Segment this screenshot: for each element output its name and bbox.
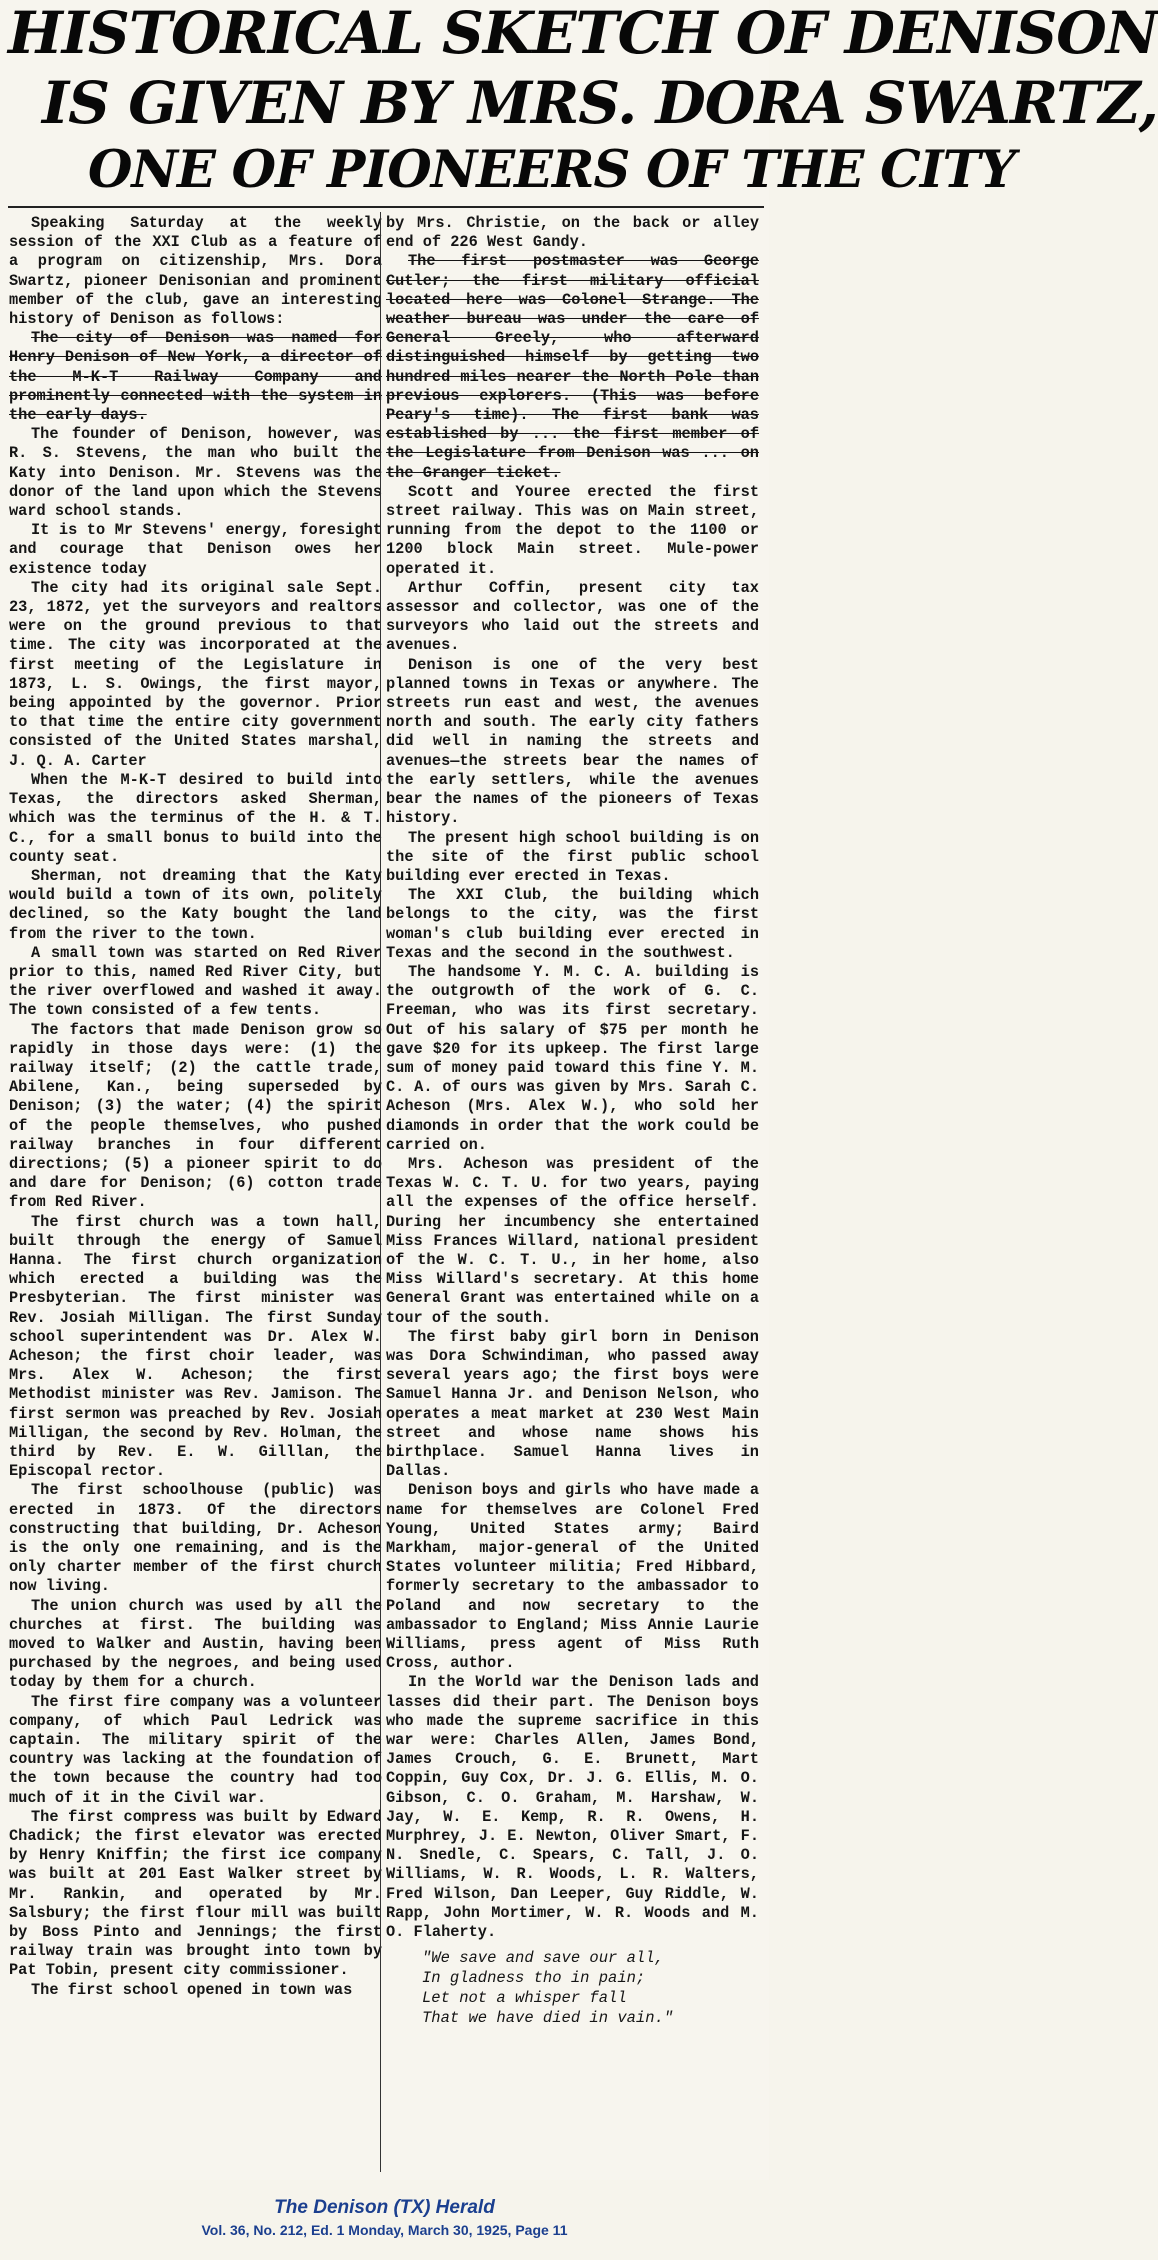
source-caption xyxy=(0,2196,769,2240)
paragraph: Denison boys and girls who have made a name for themselves are Colonel Fred Young, United States army; Baird Markham, major-general of the United States volunteer militia; Fred Hibbard, formerly secretary to the ambassador to Poland and now secretary to the ambassador to England; Miss Annie Laurie Williams, press agent of Miss Ruth Cross, author. xyxy=(386,1481,759,1673)
poem xyxy=(422,1948,759,2028)
poem-line: Let not a whisper fall xyxy=(422,1989,627,2008)
paragraph: The first baby girl born in Denison was Dora Schwindiman, who passed away several years ago; the first boys were Samuel Hanna Jr. and Denison Nelson, who operates a meat market at 230 West Main street and whose name shows his birthplace. Samuel Hanna lives in Dallas. xyxy=(386,1327,759,1481)
paragraph: The first church was a town hall, built through the energy of Samuel Hanna. The first church organization which erected a building was the Presbyterian. The first minister was Rev. Josiah Milligan. The first Sunday school superintendent was Dr. Alex W. Acheson; the first choir leader, was Mrs. Alex W. Acheson; the first Methodist minister was Rev. Jamison. The first sermon was preached by Rev. Josiah Milligan, the second by Rev. Holman, the third by Rev. E. W. Gilllan, the Episcopal rector. xyxy=(9,1212,382,1481)
paragraph: The founder of Denison, however, was R. S. Stevens, the man who built the Katy into Denison. Mr. Stevens was the donor of the land upon which the Stevens ward school stands. xyxy=(9,425,382,521)
paragraph: The factors that made Denison grow so rapidly in those days were: (1) the railway itself; (2) the cattle trade, Abilene, Kan., being superseded by Denison; (3) the water; (4) the spirit of the people themselves, who pushed railway branches in four different directions; (5) a pioneer spirit to do and dare for Denison; (6) cotton trade from Red River. xyxy=(9,1020,382,1212)
poem-line: In gladness tho in pain; xyxy=(422,1969,646,1988)
paragraph: The city of Denison was named for Henry Denison of New York, a director of the M-K-T Railway Company and prominently connected with the system in the early days. xyxy=(9,329,382,425)
paragraph: The first postmaster was George Cutler; the first military official located here was Colonel Strange. The weather bureau was under the care of General Greely, who afterward distinguished himself by getting two hundred miles nearer the North Pole than previous explorers. (This was before Peary's time). The first bank was established by ... the first member of the Legislature from Denison was ... on the Granger ticket. xyxy=(386,252,759,482)
paragraph: Scott and Youree erected the first street railway. This was on Main street, running from the depot to the 1100 or 1200 block Main street. Mule-power operated it. xyxy=(386,482,759,578)
paragraph: The present high school building is on the site of the first public school building ever erected in Texas. xyxy=(386,828,759,885)
poem-line: That we have died in vain." xyxy=(422,2009,674,2028)
paragraph: The first fire company was a volunteer company, of which Paul Ledrick was captain. The military spirit of the country was lacking at the foundation of the town because the country had too much of it in the Civil war. xyxy=(9,1692,382,1807)
paragraph: Arthur Coffin, present city tax assessor and collector, was one of the surveyors who laid out the streets and avenues. xyxy=(386,578,759,655)
paragraph: The first school opened in town was xyxy=(31,1980,353,1999)
paragraph: The XXI Club, the building which belongs to the city, was the first woman's club building ever erected in Texas and the second in the southwest. xyxy=(386,886,759,962)
paragraph: The first schoolhouse (public) was erected in 1873. Of the directors constructing that building, Dr. Acheson is the only one remaining, and is the only charter member of the first church now living. xyxy=(9,1481,382,1596)
headline-line-1: HISTORICAL SKETCH OF DENISON xyxy=(8,0,1158,67)
headline-line-2: IS GIVEN BY MRS. DORA SWARTZ, xyxy=(42,69,1158,137)
article-right-column xyxy=(386,214,759,2176)
poem-line: "We save and save our all, xyxy=(422,1949,664,1968)
paragraph: Denison is one of the very best planned towns in Texas or anywhere. The streets run east and west, the avenues north and south. The early city fathers did well in naming the streets and avenues—the streets bear the names of the early settlers, while the avenues bear the names of the pioneers of Texas history. xyxy=(386,655,759,828)
paragraph: The handsome Y. M. C. A. building is the outgrowth of the work of G. C. Freeman, who was its first secretary. Out of his salary of $75 per month he gave $20 for its upkeep. The first large sum of money paid toward this fine Y. M. C. A. of ours was given by Mrs. Sarah C. Acheson (Mrs. Alex W.), who sold her diamonds in order that the work could be carried on. xyxy=(386,962,759,1154)
paragraph: When the M-K-T desired to build into Texas, the directors asked Sherman, which was the terminus of the H. & T. C., for a small bonus to build into the county seat. xyxy=(9,770,382,866)
article-left-column xyxy=(9,214,382,2176)
paragraph: The union church was used by all the churches at first. The building was moved to Walker and Austin, having been purchased by the negroes, and being used today by them for a church. xyxy=(9,1596,382,1692)
newspaper-title[interactable]: The Denison (TX) Herald xyxy=(274,2197,495,2218)
headline-rule xyxy=(8,206,764,208)
paragraph: In the World war the Denison lads and lasses did their part. The Denison boys who made the supreme sacrifice in this war were: Charles Allen, James Bond, James Crouch, G. E. Brunett, Mart Coppin, Guy Cox, Dr. J. G. Ellis, M. O. Gibson, C. O. Graham, M. Harshaw, W. Jay, W. E. Kemp, R. R. Owens, H. Murphrey, J. E. Newton, Oliver Smart, F. N. Snedle, C. Spears, C. Tall, J. O. Williams, W. R. Woods, L. R. Walters, Fred Wilson, Dan Leeper, Guy Riddle, W. Rapp, John Mortimer, W. R. Woods and M. O. Flaherty. xyxy=(386,1673,759,1942)
paragraph: The city had its original sale Sept. 23, 1872, yet the surveyors and realtors were on the ground previous to that time. The city was incorporated at the first meeting of the Legislature in 1873, L. S. Owings, the first mayor, being appointed by the governor. Prior to that time the entire city government consisted of the United States marshal, J. Q. A. Carter xyxy=(9,578,382,770)
headline xyxy=(4,0,1158,200)
column-divider xyxy=(380,212,381,2172)
paragraph: The first compress was built by Edward Chadick; the first elevator was erected by Henry Kniffin; the first ice company was built at 201 East Walker street by Mr. Rankin, and operated by Mr. Salsbury; the first flour mill was built by Boss Pinto and Jennings; the first railway train was brought into town by Pat Tobin, present city commissioner. xyxy=(9,1807,382,1980)
headline-line-3: ONE OF PIONEERS OF THE CITY xyxy=(88,140,1015,200)
paragraph: A small town was started on Red River prior to this, named Red River City, but the river overflowed and washed it away. The town consisted of a few tents. xyxy=(9,943,382,1020)
paragraph: Mrs. Acheson was president of the Texas W. C. T. U. for two years, paying all the expenses of the office herself. During her incumbency she entertained Miss Frances Willard, national president of the W. C. T. U., in her home, also Miss Willard's secretary. At this home General Grant was entertained while on a tour of the south. xyxy=(386,1154,759,1327)
paragraph: by Mrs. Christie, on the back or alley end of 226 West Gandy. xyxy=(386,214,759,252)
paragraph: Speaking Saturday at the weekly session of the XXI Club as a feature of a program on citizenship, Mrs. Dora Swartz, pioneer Denisonian and prominent member of the club, gave an interesting history of Denison as follows: xyxy=(9,214,382,329)
issue-details[interactable]: Vol. 36, No. 212, Ed. 1 Monday, March 30, 1925, Page 11 xyxy=(201,2222,568,2238)
paragraph: Sherman, not dreaming that the Katy would build a town of its own, politely declined, so the Katy bought the land from the river to the town. xyxy=(9,866,382,943)
paragraph: It is to Mr Stevens' energy, foresight and courage that Denison owes her existence today xyxy=(9,521,382,578)
